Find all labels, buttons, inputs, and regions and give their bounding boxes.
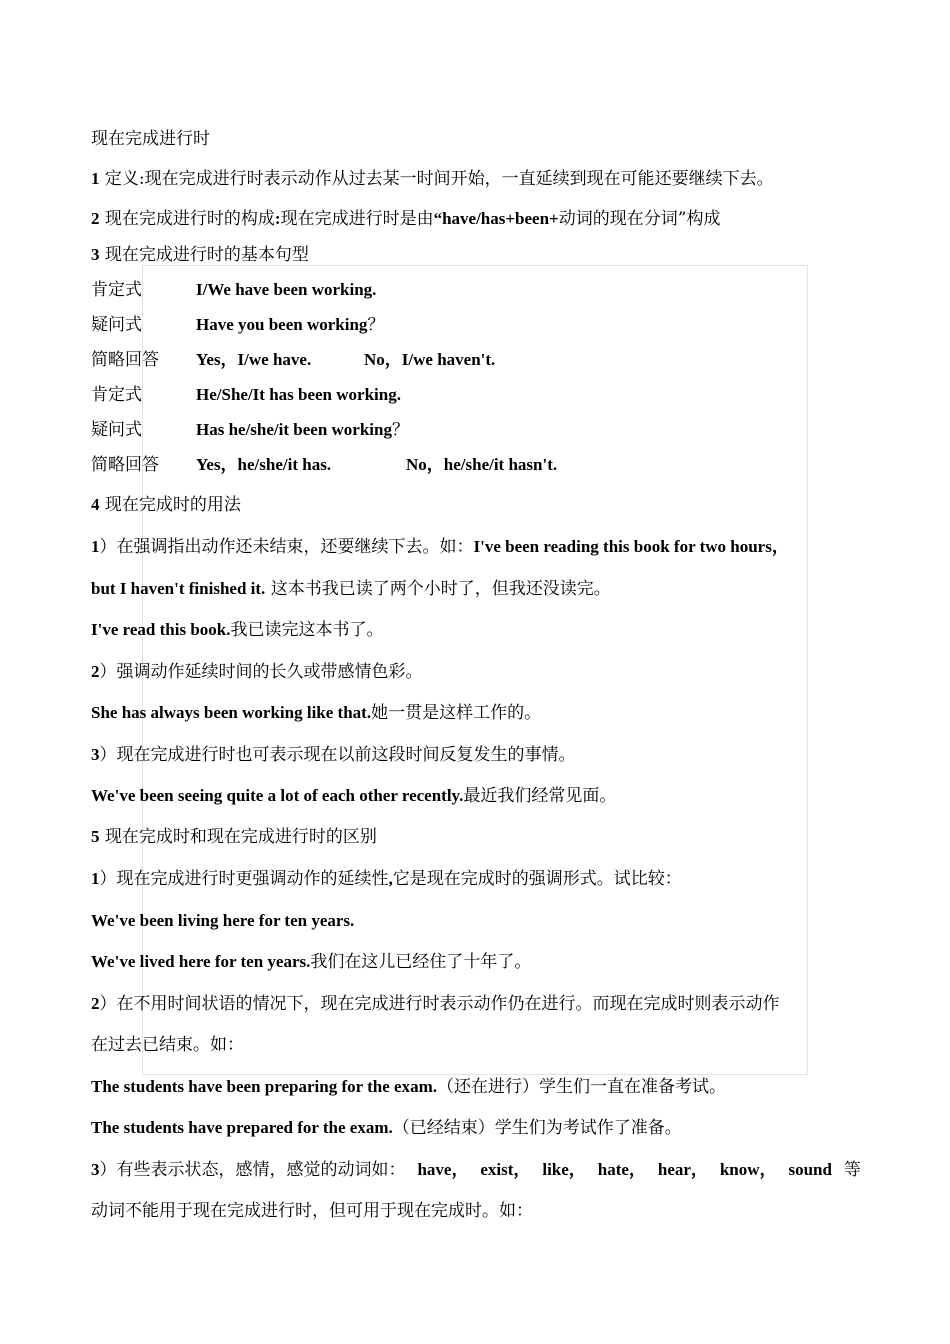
section-heading-text: 现在完成时和现在完成进行时的区别 xyxy=(104,827,377,847)
usage-1 xyxy=(91,536,789,558)
question-mark: ？ xyxy=(367,315,385,334)
difference-1-example xyxy=(91,910,354,932)
pattern-row xyxy=(91,384,861,406)
pattern-sentence-no: No，I/we haven't. xyxy=(364,350,496,369)
section-3-heading xyxy=(91,244,309,266)
structure-text: 现在完成进行时是由 xyxy=(280,209,434,229)
difference-2-continued xyxy=(91,1034,244,1056)
example-zh: 她一贯是这样工作的。 xyxy=(371,703,542,723)
difference-text: ）在不用时间状语的情况下，现在完成进行时表示动作仍在进行。而现在完成时则表示动作 xyxy=(99,994,780,1014)
item-number: 2 xyxy=(91,994,100,1013)
comma: , xyxy=(388,869,393,888)
pattern-sentence-yes: Yes，I/we have. xyxy=(196,350,312,369)
section-5-heading xyxy=(91,826,377,848)
example-zh: （还在进行）学生们一直在准备考试。 xyxy=(437,1077,726,1097)
structure-formula: “have/has+been+ xyxy=(433,209,559,228)
pattern-label: 肯定式 xyxy=(91,280,142,300)
example-en: I've been reading this book for two hours， xyxy=(473,537,789,556)
example-en: I've read this book. xyxy=(91,620,231,639)
item-number: 1 xyxy=(91,869,100,888)
verb-example: sound xyxy=(788,1160,832,1179)
section-1-definition xyxy=(91,168,774,190)
difference-3 xyxy=(91,1159,861,1181)
pattern-label: 简略回答 xyxy=(91,350,159,370)
usage-text: ）在强调指出动作还未结束，还要继续下去。如： xyxy=(99,537,474,557)
usage-2-example xyxy=(91,702,541,724)
example-zh: 我们在这儿已经住了十年了。 xyxy=(310,952,532,972)
difference-text: ）有些表示状态，感情，感觉的动词如： xyxy=(99,1160,406,1180)
section-number: 2 xyxy=(91,209,100,228)
example-en: We've lived here for ten years. xyxy=(91,952,311,971)
pattern-row xyxy=(91,419,861,441)
difference-3-continued xyxy=(91,1200,533,1222)
question-mark: ？ xyxy=(392,420,409,439)
difference-2 xyxy=(91,993,780,1015)
example-en: The students have been preparing for the exam. xyxy=(91,1077,437,1096)
verb-example: hear， xyxy=(657,1160,708,1179)
section-number: 5 xyxy=(91,827,100,846)
difference-text: 在过去已结束。如： xyxy=(91,1035,244,1055)
usage-text: ）强调动作延续时间的长久或带感情色彩。 xyxy=(99,662,423,682)
usage-3-example xyxy=(91,785,616,807)
difference-text: 动词不能用于现在完成进行时，但可用于现在完成时。如： xyxy=(91,1201,533,1221)
difference-2-example xyxy=(91,1076,726,1098)
example-zh: （已经结束）学生们为考试作了准备。 xyxy=(392,1118,682,1138)
structure-text: 现在完成进行时的构成 xyxy=(104,209,275,229)
difference-text: ）现在完成进行时更强调动作的延续性 xyxy=(99,869,389,889)
item-number: 3 xyxy=(91,745,100,764)
pattern-row xyxy=(91,349,861,371)
pattern-label: 疑问式 xyxy=(91,315,142,335)
example-zh: 这本书我已读了两个小时了，但我还没读完。 xyxy=(265,579,611,599)
usage-2 xyxy=(91,661,423,683)
item-number: 1 xyxy=(91,537,100,556)
section-number: 3 xyxy=(91,245,100,264)
pattern-label: 简略回答 xyxy=(91,455,159,475)
pattern-label: 疑问式 xyxy=(91,420,142,440)
pattern-sentence: Have you been working xyxy=(196,315,368,334)
usage-1-continued xyxy=(91,578,611,600)
usage-3 xyxy=(91,744,576,766)
pattern-sentence-no: No，he/she/it hasn't. xyxy=(406,455,558,474)
example-zh: 我已读完这本书了。 xyxy=(230,620,384,640)
usage-1-example xyxy=(91,619,384,641)
example-en: We've been seeing quite a lot of each other recently. xyxy=(91,786,464,805)
section-number: 4 xyxy=(91,495,100,514)
example-zh: 最近我们经常见面。 xyxy=(463,786,617,806)
verb-example: know， xyxy=(719,1160,777,1179)
page-title: 现在完成进行时 xyxy=(91,129,210,149)
section-2-structure xyxy=(91,208,720,230)
verb-example: exist， xyxy=(480,1160,531,1179)
difference-text: 等 xyxy=(843,1160,861,1180)
item-number: 3 xyxy=(91,1160,100,1179)
item-number: 2 xyxy=(91,662,100,681)
section-4-heading xyxy=(91,494,241,516)
section-number: 1 xyxy=(91,169,100,188)
definition-text: 现在完成进行时表示动作从过去某一时间开始，一直延续到现在可能还要继续下去。 xyxy=(144,169,774,189)
pattern-sentence: Has he/she/it been working xyxy=(196,420,392,439)
pattern-sentence: I/We have been working. xyxy=(196,280,377,299)
pattern-row xyxy=(91,454,861,476)
structure-text: 动词的现在分词”构成 xyxy=(558,209,721,229)
pattern-row xyxy=(91,279,861,301)
difference-1-example xyxy=(91,951,531,973)
verb-example: like， xyxy=(542,1160,586,1179)
example-en: The students have prepared for the exam. xyxy=(91,1118,393,1137)
example-en: She has always been working like that. xyxy=(91,703,372,722)
difference-1 xyxy=(91,868,682,890)
pattern-sentence: He/She/It has been working. xyxy=(196,385,401,404)
example-en: but I haven't finished it. xyxy=(91,579,266,598)
verb-example: have， xyxy=(417,1160,469,1179)
definition-label: 定义: xyxy=(104,169,145,189)
pattern-sentence-yes: Yes，he/she/it has. xyxy=(196,455,332,474)
example-en: We've been living here for ten years. xyxy=(91,911,355,930)
difference-2-example xyxy=(91,1117,682,1139)
verb-example: hate， xyxy=(597,1160,646,1179)
colon: : xyxy=(274,209,281,228)
difference-text: 它是现在完成时的强调形式。试比较： xyxy=(392,869,682,889)
section-heading-text: 现在完成进行时的基本句型 xyxy=(104,245,309,265)
pattern-row xyxy=(91,314,861,336)
usage-text: ）现在完成进行时也可表示现在以前这段时间反复发生的事情。 xyxy=(99,745,576,765)
section-heading-text: 现在完成时的用法 xyxy=(104,495,241,515)
pattern-label: 肯定式 xyxy=(91,385,142,405)
